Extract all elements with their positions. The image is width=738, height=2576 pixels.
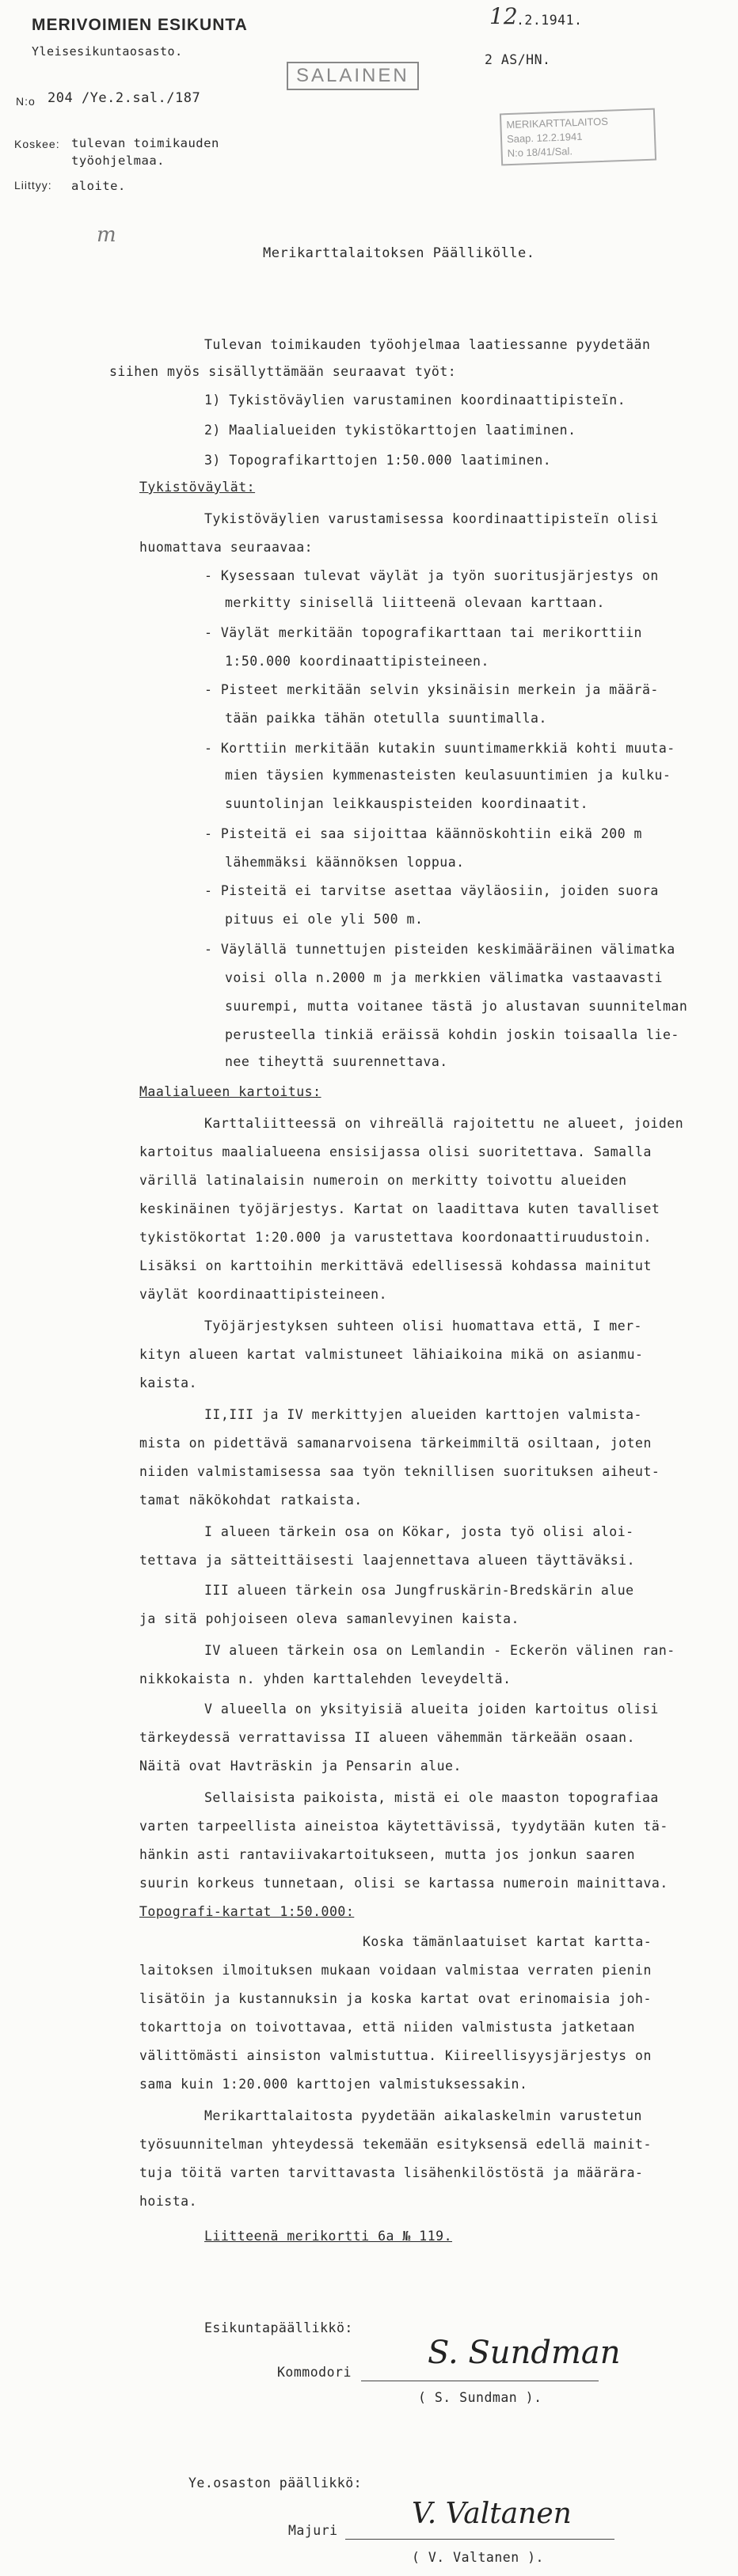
chief-rank: Kommodori xyxy=(277,2365,352,2380)
liittyy-label: Liittyy: xyxy=(14,179,52,192)
body-line: mien täysien kymmenasteisten keulasuuntimien ja kulku- xyxy=(225,768,671,783)
body-line: Koska tämänlaatuiset kartat kartta- xyxy=(363,1934,652,1949)
chief-name: ( S. Sundman ). xyxy=(418,2390,542,2405)
org-name: MERIVOIMIEN ESIKUNTA xyxy=(32,16,248,34)
body-line: tärkeydessä verrattavissa II alueen vähemmän tärkeään osaan. xyxy=(139,1730,636,1745)
body-line: lähemmäksi käännöksen loppua. xyxy=(225,855,465,870)
body-line: nikkokaista n. yhden karttalehden leveydeltä. xyxy=(139,1671,512,1686)
body-line: tään paikka tähän otetulla suuntimalla. xyxy=(225,711,547,726)
body-line: mista on pidettävä samanarvoisena tärkeimmiltä osiltaan, joten xyxy=(139,1436,652,1451)
koskee-value: tulevan toimikauden työohjelmaa. xyxy=(71,136,219,168)
body-line: huomattava seuraavaa: xyxy=(139,540,314,555)
body-line: V alueella on yksityisiä alueita joiden kartoitus olisi xyxy=(204,1702,659,1717)
body-line: Lisäksi on karttoihin merkittävä edellisessä kohdassa mainitut xyxy=(139,1258,652,1273)
body-line: Merikarttalaitosta pyydetään aikalaskelmin varustetun xyxy=(204,2108,642,2123)
body-line: värillä latinalaisin numeroin on merkitty toivottu alueiden xyxy=(139,1173,627,1188)
body-line: väylät koordinaattipisteineen. xyxy=(139,1287,388,1302)
dept-chief-title: Ye.osaston päällikkö: xyxy=(188,2475,363,2491)
body-line: Näitä ovat Havträskin ja Pensarin alue. xyxy=(139,1758,462,1774)
body-line: nee tiheyttä suurennettava. xyxy=(225,1054,448,1069)
body-line: - Väylällä tunnettujen pisteiden keskimääräinen välimatka xyxy=(204,942,675,957)
body-line: suuntolinjan leikkauspisteiden koordinaatit. xyxy=(225,796,589,811)
body-line: - Pisteitä ei tarvitse asettaa väyläosiin, joiden suora xyxy=(204,883,659,898)
body-line: voisi olla n.2000 m ja merkkien välimatka vastaavasti xyxy=(225,970,663,985)
body-line: sama kuin 1:20.000 karttojen valmistuksessakin. xyxy=(139,2077,528,2092)
addressee: Merikarttalaitoksen Päällikölle. xyxy=(263,245,535,261)
reference: 2 AS/HN. xyxy=(485,52,551,67)
body-line: - Kysessaan tulevat väylät ja työn suoritusjärjestys on xyxy=(204,568,659,583)
body-line: - Pisteitä ei saa sijoittaa käännöskohtiin eikä 200 m xyxy=(204,826,642,841)
body-line: keskinäinen työjärjestys. Kartat on laadittava kuten tavalliset xyxy=(139,1201,660,1216)
body-line: Tykistöväylien varustamisessa koordinaattipisteïn olisi xyxy=(204,511,659,526)
body-line: tamat näkökohdat ratkaista. xyxy=(139,1493,363,1508)
date-day: 12 xyxy=(489,3,518,29)
section-heading: Tykistöväylät: xyxy=(139,480,256,495)
section-heading: Maalialueen kartoitus: xyxy=(139,1084,321,1099)
margin-mark: m xyxy=(97,223,116,247)
chief-signature: S. Sundman xyxy=(428,2335,621,2371)
body-line: 2) Maalialueiden tykistökarttojen laatiminen. xyxy=(204,423,576,438)
dept-chief-signature: V. Valtanen xyxy=(412,2498,572,2530)
body-line: III alueen tärkein osa Jungfruskärin-Bredskärin alue xyxy=(204,1583,634,1598)
date-rest: .2.1941. xyxy=(516,13,583,28)
body-line: kityn alueen kartat valmistuneet lähiaikoina mikä on asianmu- xyxy=(139,1347,644,1362)
received-stamp-date: Saap. 12.2.1941 xyxy=(506,130,583,146)
section-heading: Topografi-kartat 1:50.000: xyxy=(139,1904,355,1919)
body-line: IV alueen tärkein osa on Lemlandin - Eckerön välinen ran- xyxy=(204,1643,675,1658)
body-line: merkitty sinisellä liitteenä olevaan karttaan. xyxy=(225,595,605,610)
body-line: I alueen tärkein osa on Kökar, josta työ olisi aloi- xyxy=(204,1524,634,1539)
section-heading: Liitteenä merikortti 6a № 119. xyxy=(204,2229,453,2244)
body-line: kartoitus maalialueena ensisijassa olisi suoritettava. Samalla xyxy=(139,1144,652,1159)
body-line: hänkin asti rantaviivakartoitukseen, mutta jos jonkun saaren xyxy=(139,1847,636,1862)
no-label: N:o xyxy=(16,95,36,108)
chief-title: Esikuntapäällikkö: xyxy=(204,2320,353,2335)
body-line: 1:50.000 koordinaattipisteineen. xyxy=(225,654,489,669)
dept-chief-rank: Majuri xyxy=(288,2523,338,2538)
doc-number: 204 /Ye.2.sal./187 xyxy=(48,90,201,106)
body-line: Tulevan toimikauden työohjelmaa laatiessanne pyydetään xyxy=(204,337,651,352)
body-line: työsuunnitelman yhteydessä tekemään esityksensä edellä mainit- xyxy=(139,2137,652,2152)
received-stamp xyxy=(500,108,656,166)
body-line: perusteella tinkiä eräissä kohdin joskin toisaalla lie- xyxy=(225,1027,679,1042)
body-line: pituus ei ole yli 500 m. xyxy=(225,912,424,927)
body-line: tuja töitä varten tarvittavasta lisähenkilöstöstä ja määrära- xyxy=(139,2165,644,2180)
body-line: varten tarpeellista aineistoa käytettävissä, tyydytään kuten tä- xyxy=(139,1819,668,1834)
body-line: Sellaisista paikoista, mistä ei ole maaston topografiaa xyxy=(204,1790,659,1805)
body-line: lisätöin ja kustannuksin ja koska kartat ovat erinomaisia joh- xyxy=(139,1991,652,2006)
body-line: laitoksen ilmoituksen mukaan voidaan valmistaa verraten pienin xyxy=(139,1963,652,1978)
body-line: - Pisteet merkitään selvin yksinäisin merkein ja määrä- xyxy=(204,682,659,697)
body-line: kaista. xyxy=(139,1375,198,1390)
dept-chief-signature-line xyxy=(345,2539,614,2540)
body-line: siihen myös sisällyttämään seuraavat työt: xyxy=(109,364,457,379)
secret-stamp: SALAINEN xyxy=(287,62,419,90)
body-line: tokarttoja on toivottavaa, että niiden valmistusta jatketaan xyxy=(139,2020,636,2035)
body-line: niiden valmistamisessa saa työn teknillisen suorituksen aiheut- xyxy=(139,1464,660,1479)
dept-chief-name: ( V. Valtanen ). xyxy=(412,2550,544,2565)
body-line: ja sitä pohjoiseen oleva samanlevyinen kaista. xyxy=(139,1611,519,1626)
body-line: 3) Topografikarttojen 1:50.000 laatiminen. xyxy=(204,453,552,468)
body-line: II,III ja IV merkittyjen alueiden karttojen valmista- xyxy=(204,1407,642,1422)
body-line: tykistökortat 1:20.000 ja varustettava koordonaattiruudustoin. xyxy=(139,1230,652,1245)
koskee-label: Koskee: xyxy=(14,138,60,150)
received-stamp-number: N:o 18/41/Sal. xyxy=(507,145,573,160)
body-line: suurempi, mutta voitanee tästä jo alustavan suunnitelman xyxy=(225,999,688,1014)
body-line: Työjärjestyksen suhteen olisi huomattava että, I mer- xyxy=(204,1318,642,1334)
body-line: 1) Tykistöväylien varustaminen koordinaattipisteïn. xyxy=(204,393,626,408)
body-line: - Väylät merkitään topografikarttaan tai merikorttiin xyxy=(204,625,642,640)
body-line: hoista. xyxy=(139,2194,198,2209)
liittyy-value: aloite. xyxy=(71,179,126,193)
body-line: - Korttiin merkitään kutakin suuntimamerkkiä kohti muuta- xyxy=(204,741,675,756)
dept-name: Yleisesikuntaosasto. xyxy=(32,44,183,59)
body-line: tettava ja sätteittäisesti laajennettava alueen täyttäväksi. xyxy=(139,1553,636,1568)
body-line: välittömästi ainsiston valmistuttua. Kiireellisyysjärjestys on xyxy=(139,2048,652,2063)
body-line: suurin korkeus tunnetaan, olisi se kartassa numeroin mainittava. xyxy=(139,1876,668,1891)
received-stamp-org: MERIKARTTALAITOS xyxy=(506,115,609,131)
body-line: Karttaliitteessä on vihreällä rajoitettu ne alueet, joiden xyxy=(204,1116,684,1131)
